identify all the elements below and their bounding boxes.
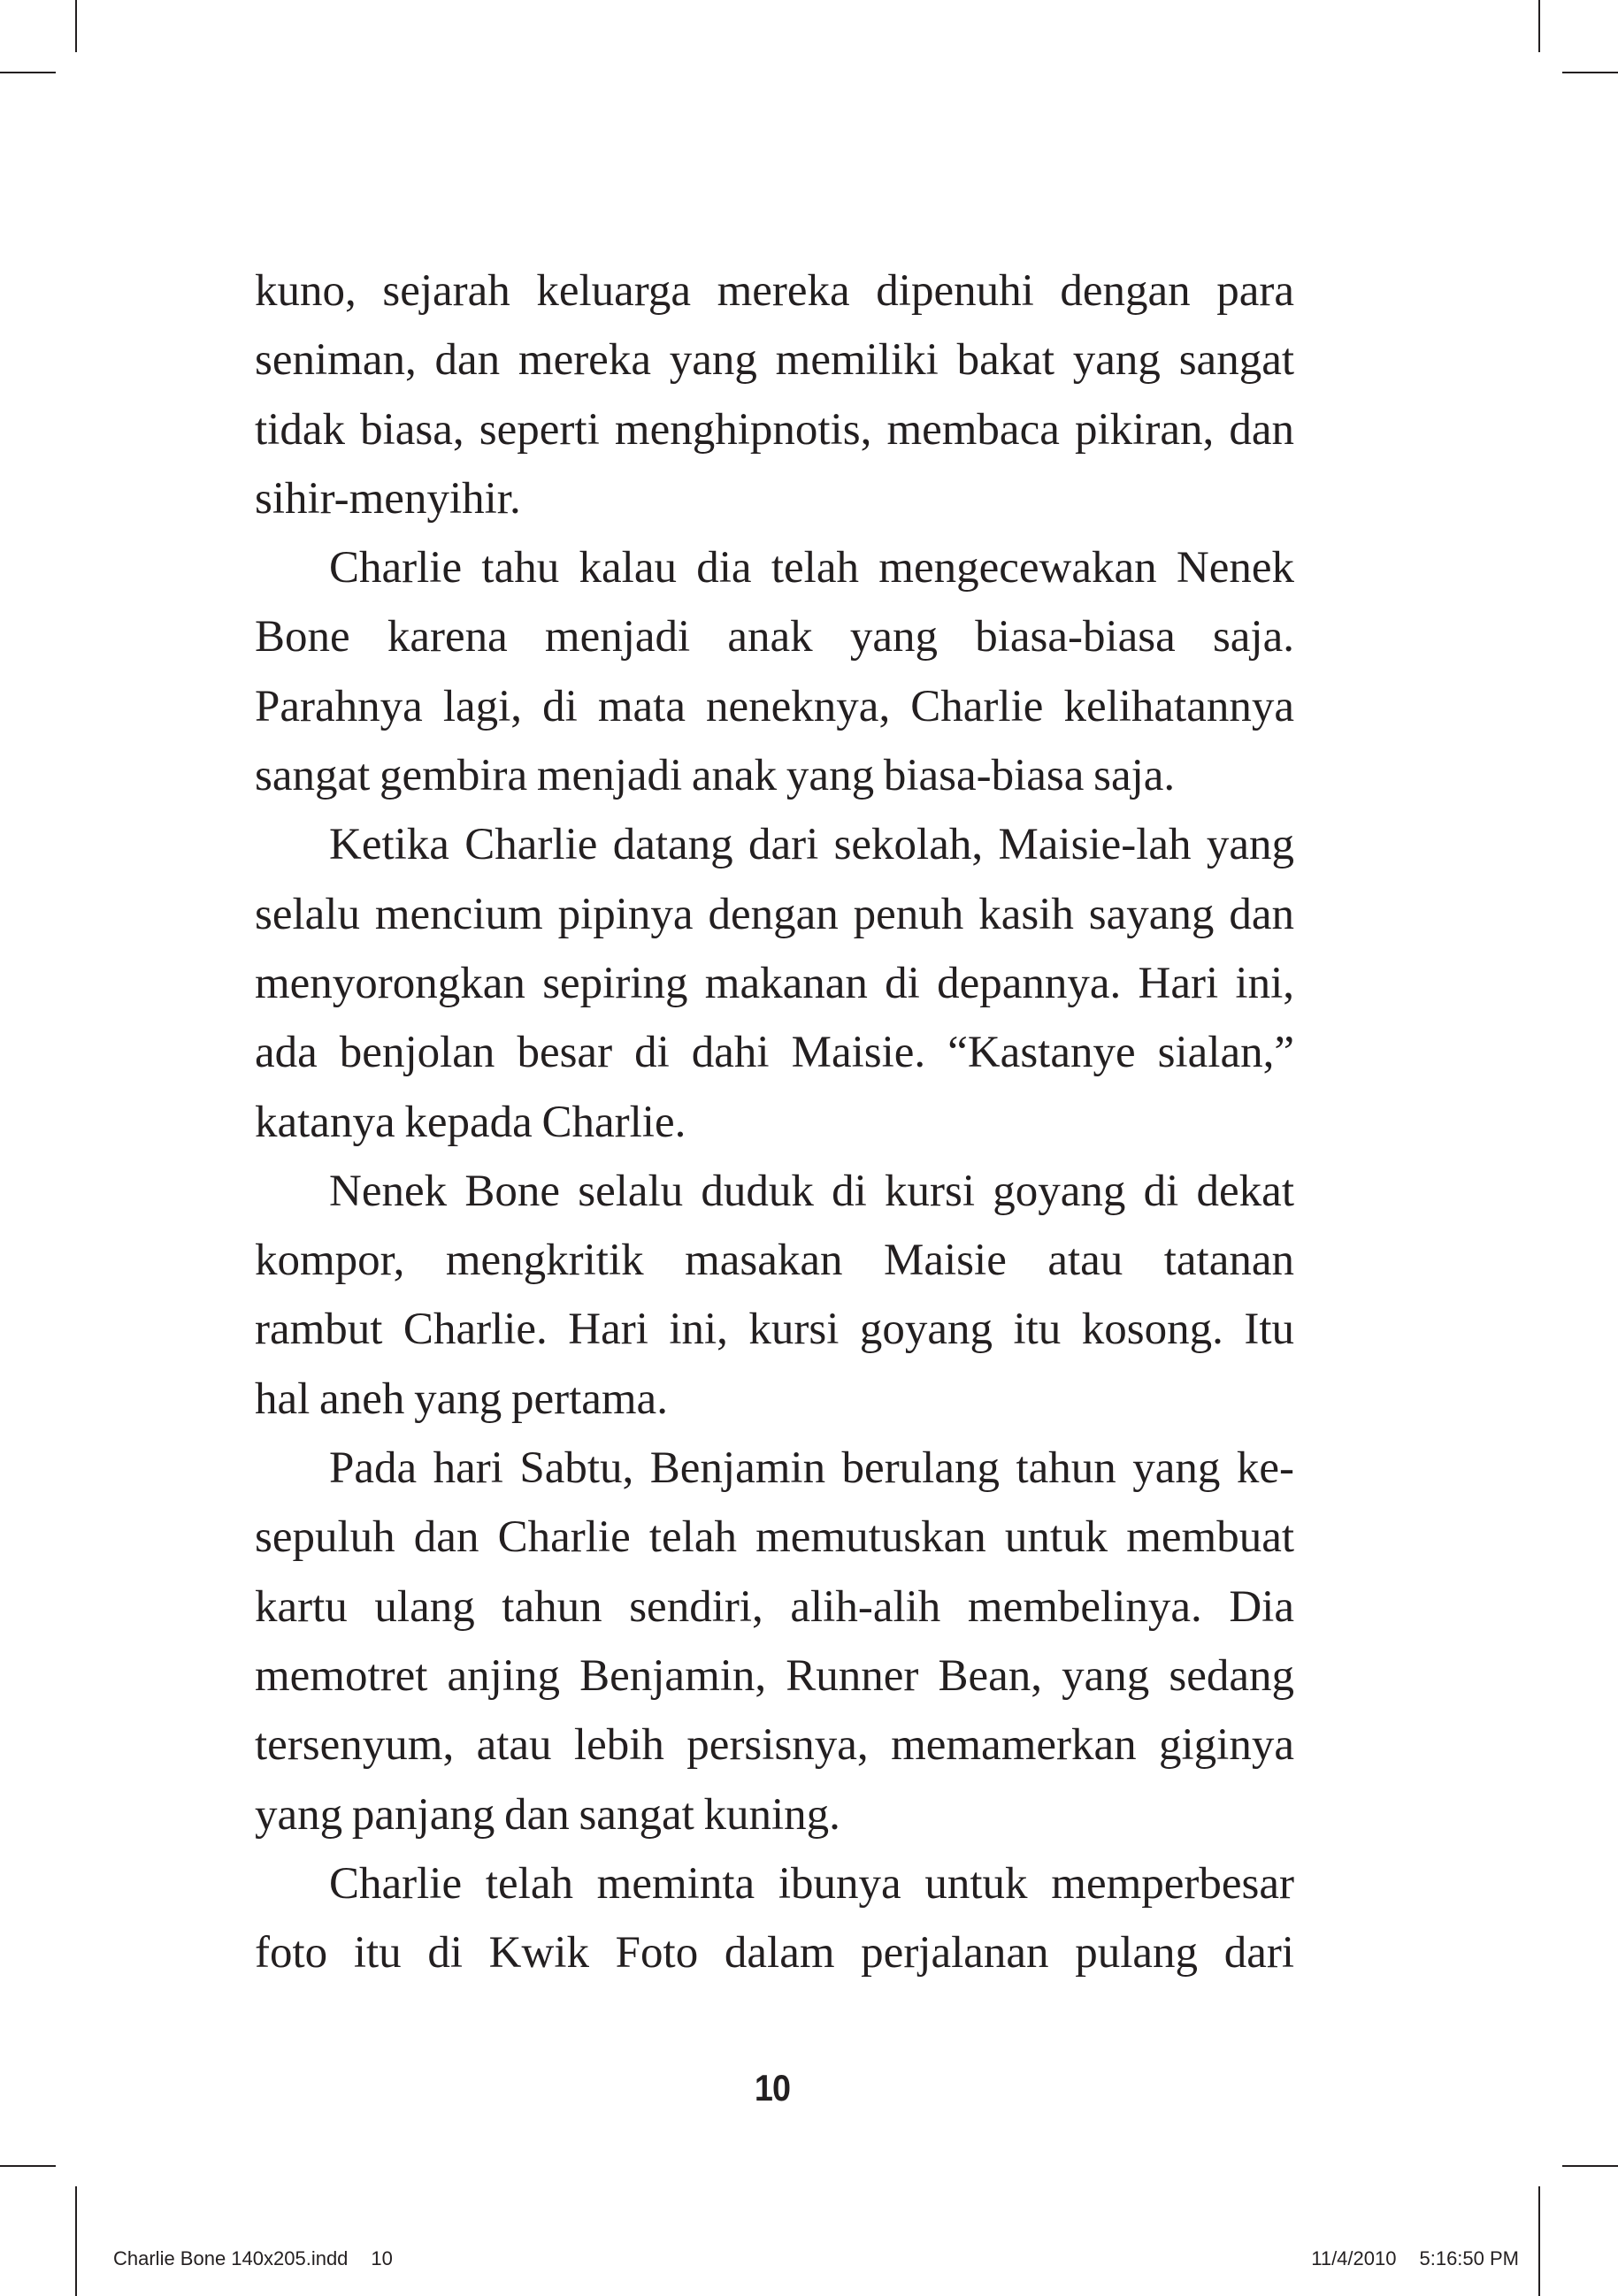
paragraph (255, 256, 1294, 533)
crop-mark-bottom-right-vertical (1538, 2186, 1540, 2296)
slug-time: 5:16:50 PM (1419, 2247, 1519, 2269)
paragraph (255, 810, 1294, 1156)
text-line: Nenek Bone selalu duduk di kursi goyang di dekat (329, 1166, 1294, 1216)
paragraph (255, 1434, 1294, 1849)
body-text (255, 256, 1294, 1987)
slug-file-name: Charlie Bone 140x205.indd (113, 2247, 349, 2269)
text-line: kartu ulang tahun sendiri, alih-alih membelinya. Dia (255, 1581, 1294, 1632)
text-line: menyorongkan sepiring makanan di depannya. Hari ini, (255, 958, 1294, 1008)
text-line: kompor, mengkritik masakan Maisie atau tatanan (255, 1236, 1294, 1286)
text-line: Charlie telah meminta ibunya untuk memperbesar (329, 1858, 1294, 1909)
text-line: yang panjang dan sangat kuning. (255, 1789, 840, 1840)
text-line: memotret anjing Benjamin, Runner Bean, yang sedang (255, 1650, 1294, 1701)
text-line: Pada hari Sabtu, Benjamin berulang tahun yang ke- (329, 1443, 1294, 1494)
crop-mark-bottom-right-horizontal (1562, 2165, 1618, 2167)
paragraph (255, 1157, 1294, 1434)
crop-mark-bottom-left-vertical (75, 2186, 77, 2296)
text-line: kuno, sejarah keluarga mereka dipenuhi dengan para (255, 266, 1294, 316)
paragraph (255, 1849, 1294, 1988)
text-line: Parahnya lagi, di mata neneknya, Charlie kelihatannya (255, 681, 1294, 731)
crop-mark-top-right-horizontal (1562, 72, 1618, 73)
text-line: seniman, dan mereka yang memiliki bakat yang sangat (255, 335, 1294, 386)
text-line: rambut Charlie. Hari ini, kursi goyang itu kosong. Itu (255, 1305, 1294, 1355)
print-slug-file (113, 2246, 393, 2271)
text-line: sangat gembira menjadi anak yang biasa-biasa saja. (255, 751, 1176, 801)
text-line: foto itu di Kwik Foto dalam perjalanan pulang dari (255, 1928, 1294, 1978)
text-line: sihir-menyihir. (255, 473, 521, 524)
text-line: katanya kepada Charlie. (255, 1097, 686, 1147)
text-line: tersenyum, atau lebih persisnya, memamerkan giginya (255, 1720, 1294, 1771)
text-line: Ketika Charlie datang dari sekolah, Maisie-lah yang (329, 820, 1294, 870)
text-line: tidak biasa, seperti menghipnotis, membaca pikiran, dan (255, 404, 1294, 455)
print-slug-timestamp (1311, 2246, 1519, 2271)
crop-mark-top-left-horizontal (0, 72, 56, 73)
page-number: 10 (754, 2067, 791, 2108)
slug-page: 10 (371, 2247, 393, 2269)
crop-mark-bottom-left-horizontal (0, 2165, 56, 2167)
text-line: Bone karena menjadi anak yang biasa-biasa saja. (255, 612, 1294, 662)
crop-mark-top-right-vertical (1538, 0, 1540, 52)
crop-mark-top-left-vertical (75, 0, 77, 52)
text-line: sepuluh dan Charlie telah memutuskan untuk membuat (255, 1512, 1294, 1563)
text-line: selalu mencium pipinya dengan penuh kasih sayang dan (255, 889, 1294, 939)
slug-date: 11/4/2010 (1311, 2247, 1397, 2269)
text-line: hal aneh yang pertama. (255, 1374, 668, 1424)
text-line: Charlie tahu kalau dia telah mengecewakan Nenek (329, 543, 1294, 593)
text-line: ada benjolan besar di dahi Maisie. “Kastanye sialan,” (255, 1028, 1294, 1078)
paragraph (255, 533, 1294, 810)
